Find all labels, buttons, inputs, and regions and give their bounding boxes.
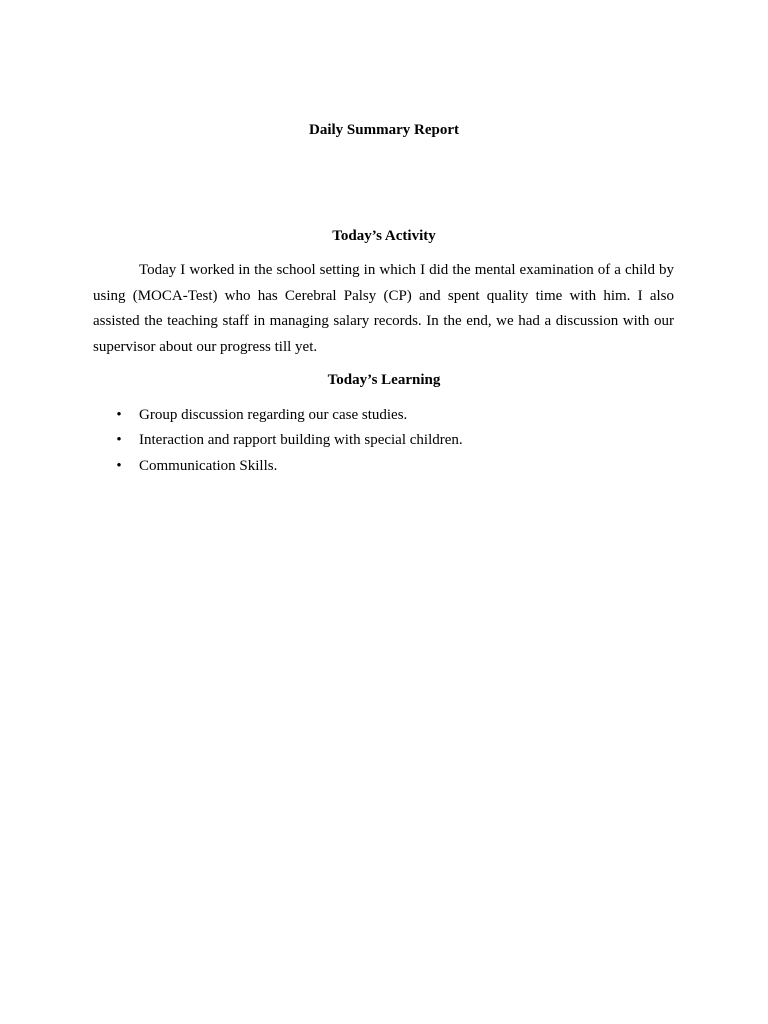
list-item <box>93 454 674 479</box>
list-item-text: Communication Skills. <box>139 457 278 474</box>
list-item <box>93 428 674 453</box>
list-item-text: Interaction and rapport building with special children. <box>139 432 463 449</box>
section-heading-activity: Today’s Activity <box>332 228 436 244</box>
list-item <box>93 403 674 428</box>
report-title: Daily Summary Report <box>309 122 459 138</box>
learning-list <box>93 403 674 479</box>
bullet-icon: • <box>116 432 122 449</box>
activity-paragraph: Today I worked in the school setting in which I did the mental examination of a child by using (MOCA-Test) who has Cerebral Palsy (CP) and spent quality time with him. I also assisted the teaching staff in managing salary records. In the end, we had a discussion with our supervisor about our progress till yet. <box>93 262 674 355</box>
bullet-icon: • <box>116 407 122 423</box>
bullet-icon: • <box>116 457 122 474</box>
list-item-text: Group discussion regarding our case studies. <box>139 407 408 423</box>
section-heading-learning: Today’s Learning <box>327 372 441 388</box>
